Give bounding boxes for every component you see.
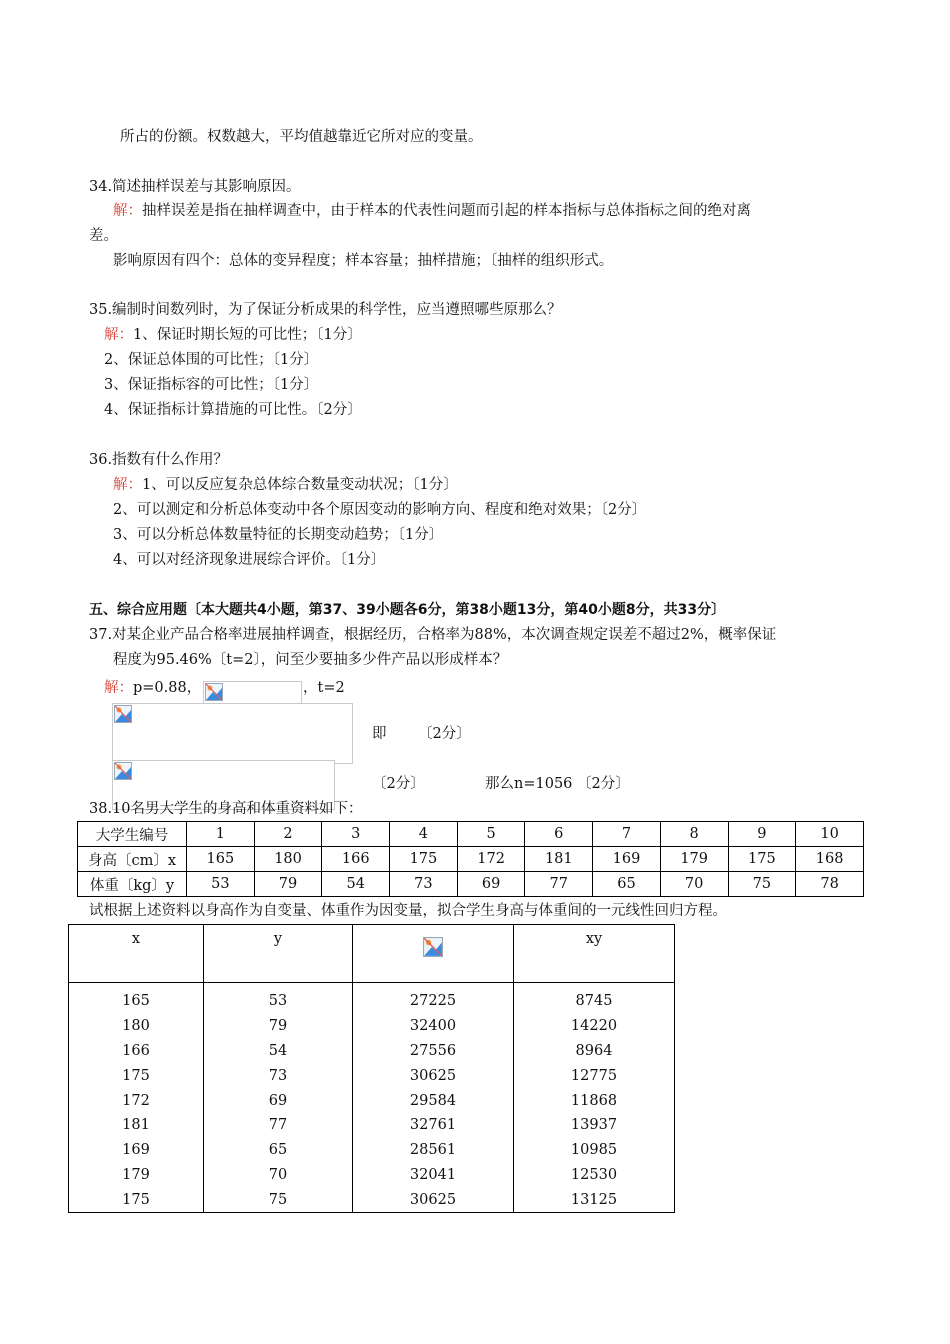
table-cell: 10 — [796, 822, 864, 847]
table-cell: 73 — [204, 1063, 353, 1088]
broken-image-icon — [114, 762, 132, 780]
table-cell: 70 — [204, 1163, 353, 1188]
column-header-x: x — [69, 925, 204, 983]
table-cell: 172 — [69, 1088, 204, 1113]
table-cell: 69 — [457, 872, 525, 897]
table-cell: 30625 — [353, 1187, 514, 1212]
formula-image — [112, 703, 353, 764]
broken-image-icon — [114, 705, 132, 723]
table-row — [69, 983, 675, 1014]
column-header-x-squared — [353, 925, 514, 983]
table-cell: 9 — [728, 822, 796, 847]
table-cell: 7 — [593, 822, 661, 847]
table-cell: 181 — [525, 847, 593, 872]
question-38-task: 试根据上述资料以身高作为自变量、体重作为因变量，拟合学生身高与体重间的一元线性回归方程。 — [89, 903, 727, 919]
answer-35-line-2: 2、保证总体围的可比性；〔1分〕 — [104, 352, 319, 368]
row-label: 大学生编号 — [78, 822, 187, 847]
table-cell: 70 — [660, 872, 728, 897]
section-5-heading: 五、综合应用题〔本大题共4小题，第37、39小题各6分，第38小题13分，第40小题8分，共33分〕 — [89, 602, 726, 618]
table-cell: 65 — [204, 1138, 353, 1163]
table-row — [69, 1163, 675, 1188]
table-cell: 10985 — [514, 1138, 675, 1163]
answer-35-line-4: 4、保证指标计算措施的可比性。〔2分〕 — [104, 402, 362, 418]
table-cell: 169 — [69, 1138, 204, 1163]
answer-34-line-1 — [113, 201, 751, 221]
table-cell: 3 — [322, 822, 390, 847]
table-cell: 75 — [728, 872, 796, 897]
table-cell: 27556 — [353, 1039, 514, 1064]
table-cell: 79 — [254, 872, 322, 897]
row-label: 体重〔kg〕y — [78, 872, 187, 897]
broken-image-icon — [423, 937, 443, 957]
table-cell: 78 — [796, 872, 864, 897]
table-row — [69, 1014, 675, 1039]
answer-34-line-2: 影响原因有四个：总体的变异程度；样本容量；抽样措施；〔抽样的组织形式。 — [113, 253, 614, 269]
table-cell: 32400 — [353, 1014, 514, 1039]
table-header-row — [69, 925, 675, 983]
answer-35-line-3: 3、保证指标容的可比性；〔1分〕 — [104, 377, 319, 393]
table-cell: 175 — [390, 847, 458, 872]
table-cell: 166 — [69, 1039, 204, 1064]
table-cell: 2 — [254, 822, 322, 847]
table-cell: 180 — [69, 1014, 204, 1039]
answer-37-line-1 — [104, 678, 201, 698]
table-cell: 73 — [390, 872, 458, 897]
answer-37-ji: 即 — [372, 726, 387, 742]
table-cell: 27225 — [353, 983, 514, 1014]
table-cell: 53 — [187, 872, 255, 897]
table-cell: 69 — [204, 1088, 353, 1113]
table-cell: 13125 — [514, 1187, 675, 1212]
table-row — [69, 1138, 675, 1163]
question-37-line-2: 程度为95.46%〔t=2〕，问至少要抽多少件产品以形成样本？ — [113, 652, 508, 668]
table-row — [69, 1063, 675, 1088]
table-cell: 77 — [525, 872, 593, 897]
table-cell: 175 — [728, 847, 796, 872]
table-cell: 14220 — [514, 1014, 675, 1039]
question-36: 36.指数有什么作用？ — [89, 452, 229, 468]
table-cell: 77 — [204, 1113, 353, 1138]
table-cell: 79 — [204, 1014, 353, 1039]
table-cell: 54 — [322, 872, 390, 897]
answer-36-text: 1、可以反应复杂总体综合数量变动状况；〔1分〕 — [142, 477, 458, 493]
regression-calc-table — [68, 924, 675, 1213]
answer-37-p: p=0.88， — [133, 680, 202, 696]
table-cell: 172 — [457, 847, 525, 872]
answer-34-line-1b: 差。 — [89, 228, 118, 244]
table-cell: 165 — [187, 847, 255, 872]
table-row — [78, 822, 864, 847]
table-cell: 28561 — [353, 1138, 514, 1163]
question-35: 35.编制时间数列时，为了保证分析成果的科学性，应当遵照哪些原那么？ — [89, 302, 562, 318]
answer-37-points-b: 〔2分〕 — [372, 776, 425, 792]
table-cell: 180 — [254, 847, 322, 872]
table-cell: 5 — [457, 822, 525, 847]
question-34: 34.简述抽样误差与其影响原因。 — [89, 179, 301, 195]
broken-image-icon — [205, 683, 223, 701]
answer-label: 解： — [113, 203, 142, 219]
table-cell: 4 — [390, 822, 458, 847]
table-cell: 65 — [593, 872, 661, 897]
table-cell: 168 — [796, 847, 864, 872]
table-cell: 166 — [322, 847, 390, 872]
answer-36-line-4: 4、可以对经济现象进展综合评价。〔1分〕 — [113, 552, 386, 568]
table-cell: 175 — [69, 1187, 204, 1212]
table-cell: 175 — [69, 1063, 204, 1088]
answer-37-points: 〔2分〕 — [418, 726, 471, 742]
column-header-xy: xy — [514, 925, 675, 983]
student-data-table — [77, 821, 864, 897]
table-row — [69, 1187, 675, 1212]
answer-label: 解： — [113, 477, 142, 493]
continued-text: 所占的份额。权数越大，平均值越靠近它所对应的变量。 — [120, 129, 483, 145]
answer-36-line-2: 2、可以测定和分析总体变动中各个原因变动的影响方向、程度和绝对效果；〔2分〕 — [113, 502, 647, 518]
table-cell: 12775 — [514, 1063, 675, 1088]
table-cell: 181 — [69, 1113, 204, 1138]
table-cell: 54 — [204, 1039, 353, 1064]
answer-37-result: 那么n=1056 〔2分〕 — [485, 776, 630, 792]
column-header-y: y — [204, 925, 353, 983]
table-row — [78, 872, 864, 897]
answer-36-line-3: 3、可以分析总体数量特征的长期变动趋势；〔1分〕 — [113, 527, 444, 543]
answer-label: 解： — [104, 680, 133, 696]
table-cell: 1 — [187, 822, 255, 847]
table-cell: 29584 — [353, 1088, 514, 1113]
table-cell: 53 — [204, 983, 353, 1014]
table-cell: 13937 — [514, 1113, 675, 1138]
table-row — [78, 847, 864, 872]
answer-37-t: ，t=2 — [303, 680, 345, 696]
table-cell: 169 — [593, 847, 661, 872]
table-cell: 179 — [69, 1163, 204, 1188]
table-cell: 32041 — [353, 1163, 514, 1188]
table-cell: 75 — [204, 1187, 353, 1212]
answer-label: 解： — [104, 327, 133, 343]
table-cell: 8 — [660, 822, 728, 847]
question-37-line-1: 37.对某企业产品合格率进展抽样调查，根据经历，合格率为88%，本次调查规定误差不超过2%，概率保证 — [89, 627, 777, 643]
table-cell: 8964 — [514, 1039, 675, 1064]
answer-36-line-1 — [113, 475, 458, 495]
table-cell: 12530 — [514, 1163, 675, 1188]
table-cell: 32761 — [353, 1113, 514, 1138]
table-row — [69, 1088, 675, 1113]
row-label: 身高〔cm〕x — [78, 847, 187, 872]
answer-35-text: 1、保证时期长短的可比性；〔1分〕 — [133, 327, 362, 343]
answer-35-line-1 — [104, 325, 362, 345]
answer-34-text: 抽样误差是指在抽样调查中，由于样本的代表性问题而引起的样本指标与总体指标之间的绝对离 — [142, 203, 751, 219]
table-cell: 8745 — [514, 983, 675, 1014]
table-cell: 179 — [660, 847, 728, 872]
table-row — [69, 1113, 675, 1138]
table-cell: 165 — [69, 983, 204, 1014]
table-row — [69, 1039, 675, 1064]
table-cell: 6 — [525, 822, 593, 847]
question-38: 38.10名男大学生的身高和体重资料如下： — [89, 801, 363, 817]
table-cell: 11868 — [514, 1088, 675, 1113]
table-cell: 30625 — [353, 1063, 514, 1088]
